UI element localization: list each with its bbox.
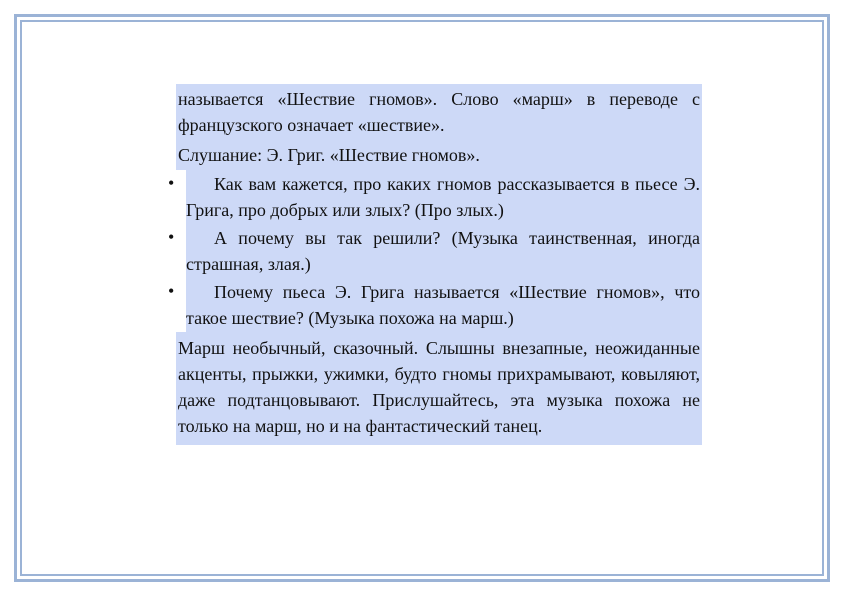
intro-paragraph: называется «Шествие гномов». Слово «марш» в переводе с французского означает «шествие». bbox=[176, 84, 702, 140]
bullet-icon: • bbox=[168, 281, 175, 301]
list-item bbox=[168, 224, 702, 278]
slide-content bbox=[168, 84, 702, 445]
bullet-icon: • bbox=[168, 227, 175, 247]
bullet-icon: • bbox=[168, 173, 175, 193]
question-list bbox=[168, 170, 702, 332]
listening-line: Слушание: Э. Григ. «Шествие гномов». bbox=[176, 140, 702, 170]
question-text: А почему вы так решили? (Музыка таинственная, иногда страшная, злая.) bbox=[186, 224, 702, 278]
list-item bbox=[168, 170, 702, 224]
question-text: Почему пьеса Э. Грига называется «Шествие гномов», что такое шествие? (Музыка похожа на марш.) bbox=[186, 278, 702, 332]
list-item bbox=[168, 278, 702, 332]
conclusion-paragraph: Марш необычный, сказочный. Слышны внезапные, неожиданные акценты, прыжки, ужимки, будто гномы прихрамывают, ковыляют, даже подтанцовывают. Прислушайтесь, эта музыка похожа не только на марш, но и на фантастический танец. bbox=[176, 332, 702, 445]
question-text: Как вам кажется, про каких гномов рассказывается в пьесе Э. Грига, про добрых или злых? (Про злых.) bbox=[186, 170, 702, 224]
